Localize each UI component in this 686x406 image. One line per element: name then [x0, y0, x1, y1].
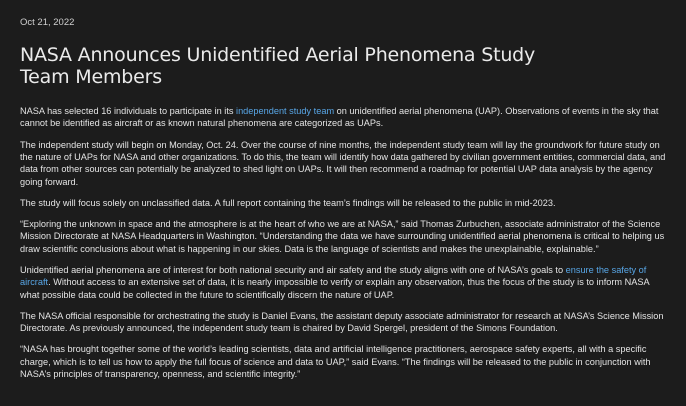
paragraph-1-text-before: NASA has selected 16 individuals to participate in its [20, 106, 237, 116]
title-line-2: Team Members [20, 66, 162, 88]
paragraph-6: The NASA official responsible for orchestrating the study is Daniel Evans, the assistant deputy associate administrator for research at NASA’s Science Mission Directorate. As previously announced, the independent study team is chaired by David Spergel, president of the Simons Foundation. [20, 310, 664, 334]
aircraft-safety-link[interactable]: ensure the safety of aircraft [20, 264, 647, 288]
paragraph-3: The study will focus solely on unclassified data. A full report containing the team’s findings will be released to the public in mid-2023. [20, 197, 556, 208]
article-body [20, 105, 666, 380]
publish-date: Oct 21, 2022 [20, 17, 75, 28]
paragraph-2: The independent study will begin on Monday, Oct. 24. Over the course of nine months, the independent study team will lay the groundwork for future study on the nature of UAPs for NASA and other organizations. To do this, the team will identify how data gathered by civilian government entities, commercial data, and data from other sources can potentially be analyzed to shed light on UAPs. It will then recommend a roadmap for potential UAP data analysis by the agency going forward. [20, 139, 666, 187]
title-line-1: NASA Announces Unidentified Aerial Phenomena Study [20, 44, 536, 66]
paragraph-4: “Exploring the unknown in space and the atmosphere is at the heart of who we are at NASA,” said Thomas Zurbuchen, associate administrator of the Science Mission Directorate at NASA Headquarters in Washington. “Understanding the data we have surrounding unidentified aerial phenomena is critical to helping us draw scientific conclusions about what is happening in our skies. Data is the language of scientists and makes the unexplainable, explainable.” [20, 218, 665, 254]
paragraph-7: “NASA has brought together some of the world’s leading scientists, data and artificial intelligence practitioners, aerospace safety experts, all with a specific charge, which is to tell us how to apply the full focus of science and data to UAP,” said Evans. “The findings will be released to the public in conjunction with NASA’s principles of transparency, openness, and scientific integrity.” [20, 344, 651, 380]
independent-study-team-link[interactable]: independent study team [236, 106, 335, 116]
paragraph-5-text-after: . Without access to an extensive set of data, it is nearly impossible to verify or explain any observation, thus the focus of the study is to inform NASA what possible data could be collected in the future to scientifically discern the nature of UAP. [20, 277, 650, 300]
paragraph-5 [20, 264, 666, 301]
page-title [20, 44, 666, 88]
paragraph-5-text-before: Unidentified aerial phenomena are of interest for both national security and air safety and the study aligns with one of NASA’s goals to [20, 264, 566, 275]
paragraph-1-text-after: on unidentified aerial phenomena (UAP). Observations of events in the sky that cannot be identified as aircraft or as known natural phenomena are categorized as UAPs. [20, 106, 659, 129]
paragraph-1 [20, 105, 666, 130]
